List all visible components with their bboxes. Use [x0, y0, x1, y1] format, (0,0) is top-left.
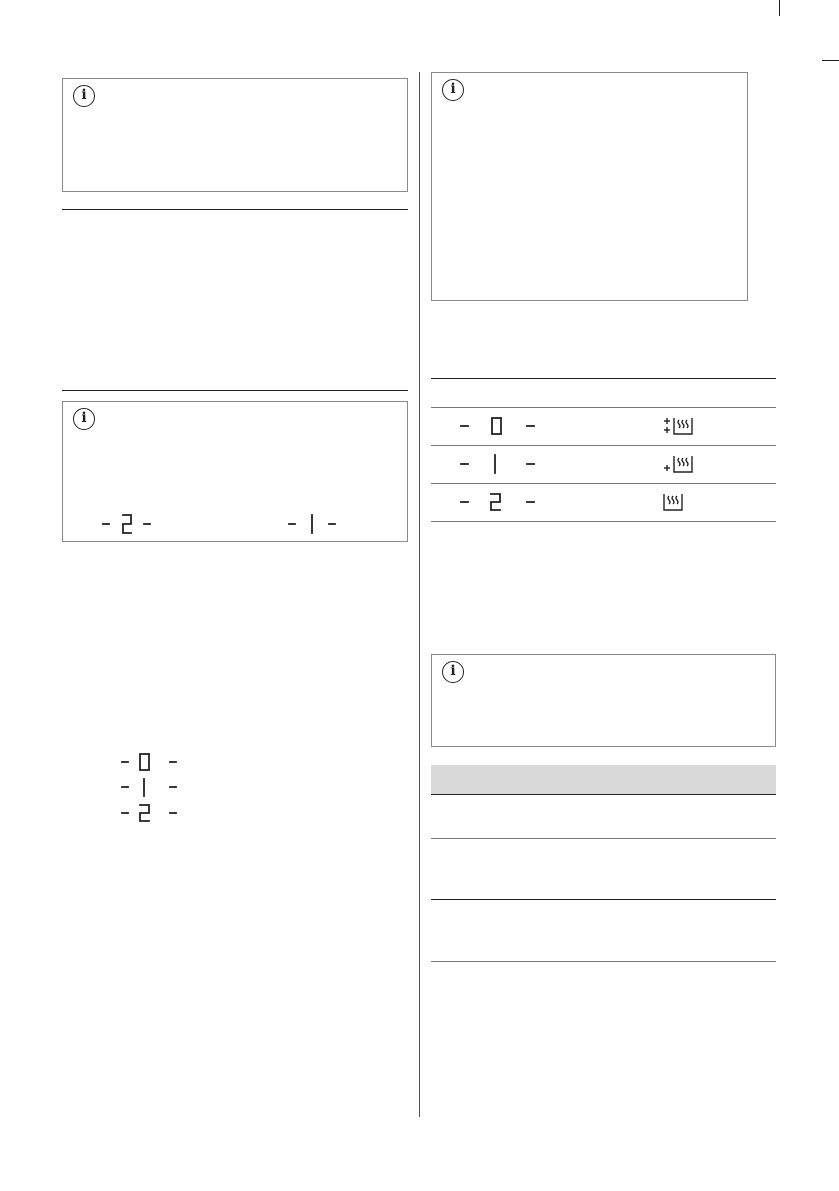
- level-table-row: [431, 408, 776, 445]
- level-display-example-1: [285, 512, 345, 536]
- table-header-rule: [431, 794, 776, 795]
- level-table-row: [431, 484, 776, 521]
- info-icon: i: [73, 85, 95, 107]
- level-display-example-2: [99, 512, 159, 536]
- level-table-row: [431, 446, 776, 483]
- level-display-2: [457, 490, 547, 514]
- table-row-rule: [431, 899, 776, 900]
- info-icon: i: [442, 79, 464, 101]
- info-note-2: [62, 401, 408, 542]
- info-icon: i: [73, 408, 95, 430]
- heat-level-low-icon: [661, 490, 701, 516]
- level-display-0: [457, 414, 547, 438]
- section-rule-2: [62, 390, 408, 391]
- info-note-3: [431, 72, 748, 301]
- table-header: [431, 765, 776, 794]
- table-row-rule: [431, 838, 776, 839]
- level-table-bottom-rule: [431, 521, 776, 522]
- section-rule-1: [62, 209, 408, 210]
- heat-level-high-icon: [661, 414, 701, 440]
- crop-mark-right: [822, 60, 839, 61]
- level-list: [118, 750, 188, 826]
- info-note-4: [431, 654, 776, 747]
- table-bottom-rule: [431, 961, 776, 962]
- info-note-1: [62, 78, 408, 192]
- crop-mark-top: [779, 0, 780, 16]
- level-display-1: [457, 452, 547, 476]
- heat-level-medium-icon: [661, 452, 701, 478]
- level-table-top-rule: [431, 378, 776, 379]
- column-divider: [419, 72, 420, 1117]
- info-icon: i: [442, 661, 464, 683]
